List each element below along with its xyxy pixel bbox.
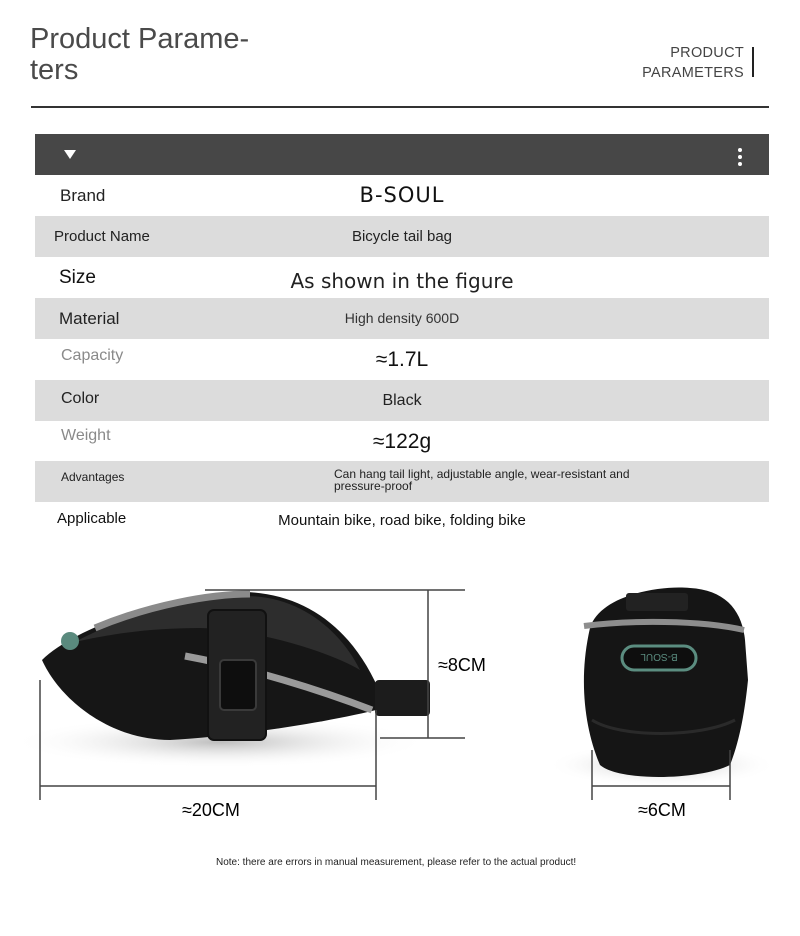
row-value: High density 600D bbox=[344, 310, 460, 326]
table-row bbox=[35, 339, 769, 380]
row-value: ≈122g bbox=[372, 430, 432, 453]
more-options-icon[interactable] bbox=[736, 148, 744, 170]
measurement-note: Note: there are errors in manual measurement, please refer to the actual product! bbox=[216, 857, 577, 868]
row-label: Applicable bbox=[57, 510, 127, 527]
table-row bbox=[35, 175, 769, 216]
row-label: Size bbox=[59, 267, 96, 288]
row-label: Product Name bbox=[54, 228, 150, 245]
row-label: Brand bbox=[60, 186, 106, 205]
header-divider bbox=[31, 106, 769, 108]
table-row bbox=[35, 216, 769, 257]
width-dimension-label: ≈6CM bbox=[638, 800, 686, 820]
table-row bbox=[35, 421, 769, 462]
row-label: Weight bbox=[61, 427, 111, 444]
table-row bbox=[35, 498, 769, 539]
dimension-diagram bbox=[0, 560, 800, 860]
table-row bbox=[35, 461, 769, 502]
subtitle-line-2: PARAMETERS bbox=[642, 65, 744, 81]
page-title: Product Parame-ters bbox=[30, 23, 250, 86]
bag-logo-text: B-SOUL bbox=[640, 651, 678, 662]
collapse-triangle-icon[interactable] bbox=[64, 150, 76, 159]
row-value: Can hang tail light, adjustable angle, wear-resistant and pressure-proof bbox=[334, 467, 630, 493]
row-value: B-SOUL bbox=[359, 183, 445, 207]
row-label: Capacity bbox=[61, 347, 124, 364]
subtitle-accent-bar bbox=[752, 47, 754, 77]
table-row bbox=[35, 298, 769, 339]
row-label: Material bbox=[59, 309, 120, 328]
bag-side-view bbox=[10, 592, 430, 768]
page-subtitle bbox=[642, 43, 744, 83]
height-dimension-label: ≈8CM bbox=[438, 655, 486, 675]
row-value: ≈1.7L bbox=[375, 348, 429, 371]
length-dimension-label: ≈20CM bbox=[182, 800, 240, 820]
row-value: Bicycle tail bag bbox=[351, 228, 453, 245]
table-row bbox=[35, 380, 769, 421]
row-value: Black bbox=[382, 392, 422, 409]
row-label: Color bbox=[61, 390, 100, 407]
row-label: Advantages bbox=[61, 470, 125, 484]
subtitle-line-1: PRODUCT bbox=[670, 45, 744, 61]
row-value: Mountain bike, road bike, folding bike bbox=[278, 512, 526, 529]
bag-rear-view bbox=[547, 587, 777, 787]
row-value: As shown in the figure bbox=[290, 269, 514, 293]
table-toolbar bbox=[35, 134, 769, 175]
table-row bbox=[35, 257, 769, 298]
